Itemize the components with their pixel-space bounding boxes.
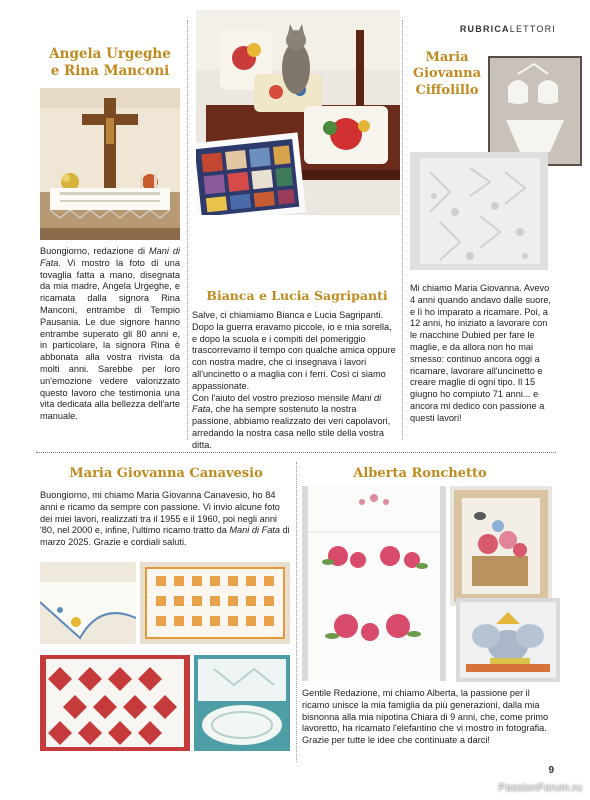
- section-header: [460, 24, 556, 34]
- section-divider: [36, 452, 556, 453]
- section1-title-line1: Angela Urgeghe: [49, 46, 171, 62]
- altar-tablecloth-photo: [40, 88, 180, 240]
- cushions-with-cat-photo: [196, 10, 400, 215]
- section2-paragraph-2: Con l'aiuto del vostro prezioso mensile Mani di Fata, che ha sempre sostenuto la nostra passione, abbiamo realizzato dei veri capolavori, arredando la nostra casa nello stile della vostra ditta.: [192, 392, 391, 450]
- section2-title: Bianca e Lucia Sagripanti: [206, 288, 388, 303]
- watermark-text: PassionForum.ru: [498, 782, 582, 794]
- crochet-bikini-photo: [488, 56, 582, 166]
- magazine-name: Mani di Fata: [192, 392, 382, 415]
- section4-text: Buongiorno, mi chiamo Maria Giovanna Canavesio, ho 84 anni e ricamo da sempre con passione. Vi invio alcune foto dei miei lavori, realizzati tra il 1955 e il 1960, poi negli anni '80, nel 2000 e, infine, l'ultimo ricamo tratto da Mani di Fata di marzo 2025. Grazie e cordiali saluti.: [40, 490, 290, 548]
- knitted-blanket-photo: [410, 152, 548, 270]
- magazine-name: Mani di Fata: [229, 525, 280, 536]
- section1-title: [40, 46, 180, 80]
- magazine-name: Mani di Fata: [40, 246, 180, 268]
- section3-title-line3: Ciffolillo: [415, 82, 479, 98]
- section3-title: [408, 50, 486, 99]
- section2-paragraph-1: Salve, ci chiamiamo Bianca e Lucia Sagripanti. Dopo la guerra eravamo piccole, io e mia sorella, e dopo la scuola e i compiti del pomeriggio trascorrevamo il tempo con qualche amica oppure con nostra madre, che ci insegnava i lavori all'uncinetto o a maglia con i ferri. Così ci siamo appassionate.: [192, 310, 396, 391]
- section2-text: [192, 310, 398, 452]
- section5-title: Alberta Ronchetto: [353, 466, 487, 481]
- embroidered-runner-photo: [140, 562, 290, 644]
- dumbo-cross-stitch-photo: [456, 598, 560, 682]
- column-divider-3: [296, 462, 297, 762]
- framed-embroidery-photo: [450, 486, 552, 606]
- embroidered-corner-photo: [40, 562, 136, 644]
- section3-title-line1: Maria: [425, 50, 469, 65]
- section5-text: Gentile Redazione, mi chiamo Alberta, la passione per il ricamo unisce la mia famiglia da più generazioni, dalla mia bisnonna alla mia nipotina Chiara di 9 anni, che, come primo lavoretto, ha ricamato l'elefantino che vi mostro in fotografia. Grazie per tutte le idee che continuate a darci!: [302, 688, 549, 746]
- rose-tablecloth-photo: [302, 486, 446, 681]
- section3-text: Mi chiamo Maria Giovanna. Avevo 4 anni quando andavo dalle suore, e lì ho imparato a ricamare. Poi, a 12 anni, ho iniziato a lavorare con le macchine Dubied per fare le maglie, e da allora non ho mai smesso: continuo ancora oggi a ricamare, lavorare all'uncinetto e creare maglie di ogni tipo. Il 15 giugno ho compiuto 71 anni... e ancora mi dedico con passione a questi lavori!: [410, 283, 551, 423]
- rubrica-label: RUBRICA: [459, 24, 510, 34]
- section1-title-line2: e Rina Manconi: [50, 62, 170, 79]
- cutwork-lace-photo: [40, 655, 190, 751]
- section1-text: Buongiorno, redazione di Mani di Fata. Vi mostro la foto di una tovaglia fatta a mano, disegnata da mia madre, Angela Urgeghe, e ricamata dalla signora Rina Manconi, entrambe di Tempio Pausania. Le due signore hanno entrambe superato gli 80 anni e, in particolare, la signora Rina è abbonata alla vostra rivista da molti anni. Sarebbe per loro un'emozione vedere valorizzato questo lavoro che testimonia una vita dedicata alla bellezza dell'arte manuale.: [40, 246, 180, 422]
- section4-title: Maria Giovanna Canavesio: [69, 466, 263, 481]
- column-divider-2: [402, 20, 403, 440]
- cutwork-doilies-photo: [194, 655, 290, 751]
- section3-title-line2: Giovanna: [412, 66, 481, 82]
- column-divider-1: [187, 20, 188, 440]
- page-number: 9: [548, 765, 554, 776]
- lettori-label: LETTORI: [509, 24, 556, 34]
